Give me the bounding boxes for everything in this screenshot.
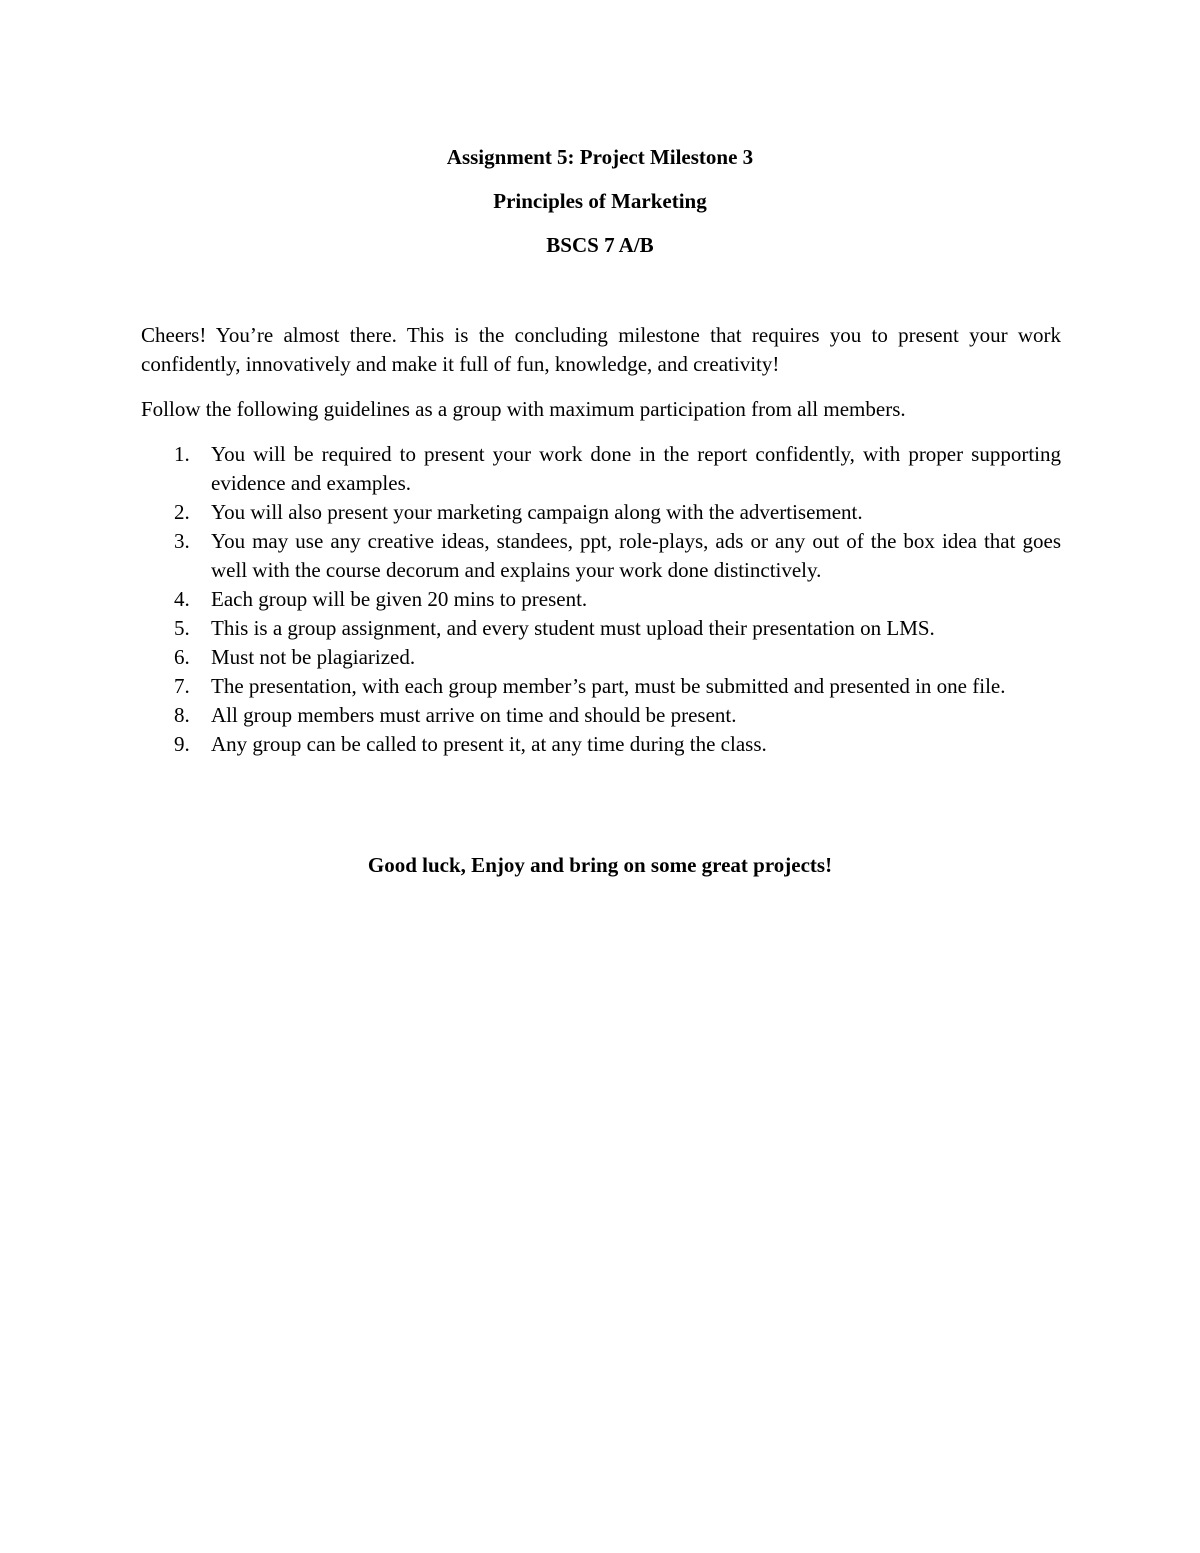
list-item-text: You will be required to present your work done in the report confidently, with proper supporting evidence and examples.: [211, 442, 1061, 495]
list-item-number: 3.: [174, 529, 190, 553]
list-item-text: The presentation, with each group member’s part, must be submitted and presented in one file.: [211, 674, 1006, 698]
list-item-number: 8.: [174, 703, 190, 727]
list-item: [141, 701, 1061, 730]
list-item-number: 7.: [174, 674, 190, 698]
list-item: [141, 730, 1061, 759]
list-item: [141, 440, 1061, 498]
class-section: BSCS 7 A/B: [546, 233, 654, 257]
list-item-text: Each group will be given 20 mins to present.: [211, 587, 588, 611]
list-item-text: This is a group assignment, and every student must upload their presentation on LMS.: [211, 616, 935, 640]
list-item-number: 5.: [174, 616, 190, 640]
list-item: [141, 498, 1061, 527]
list-item-number: 9.: [174, 732, 190, 756]
guidelines-intro: Follow the following guidelines as a group with maximum participation from all members.: [141, 397, 906, 421]
list-item-number: 4.: [174, 587, 190, 611]
course-name: Principles of Marketing: [493, 189, 707, 213]
list-item-text: You will also present your marketing campaign along with the advertisement.: [211, 500, 863, 524]
list-item-number: 2.: [174, 500, 190, 524]
list-item-number: 6.: [174, 645, 190, 669]
list-item-text: All group members must arrive on time and should be present.: [211, 703, 737, 727]
list-item-text: You may use any creative ideas, standees, ppt, role-plays, ads or any out of the box idea that goes well with the course decorum and explains your work done distinctively.: [211, 529, 1061, 582]
list-item-number: 1.: [174, 442, 190, 466]
list-item-text: Must not be plagiarized.: [211, 645, 416, 669]
list-item-text: Any group can be called to present it, at any time during the class.: [211, 732, 767, 756]
closing-message: Good luck, Enjoy and bring on some great projects!: [367, 853, 833, 877]
list-item: [141, 614, 1061, 643]
intro-paragraph: Cheers! You’re almost there. This is the concluding milestone that requires you to present your work confidently, innovatively and make it full of fun, knowledge, and creativity!: [141, 323, 1061, 376]
list-item: [141, 585, 1061, 614]
assignment-title: Assignment 5: Project Milestone 3: [446, 145, 754, 169]
list-item: [141, 527, 1061, 585]
guidelines-list: [141, 440, 1061, 759]
list-item: [141, 643, 1061, 672]
list-item: [141, 672, 1061, 701]
